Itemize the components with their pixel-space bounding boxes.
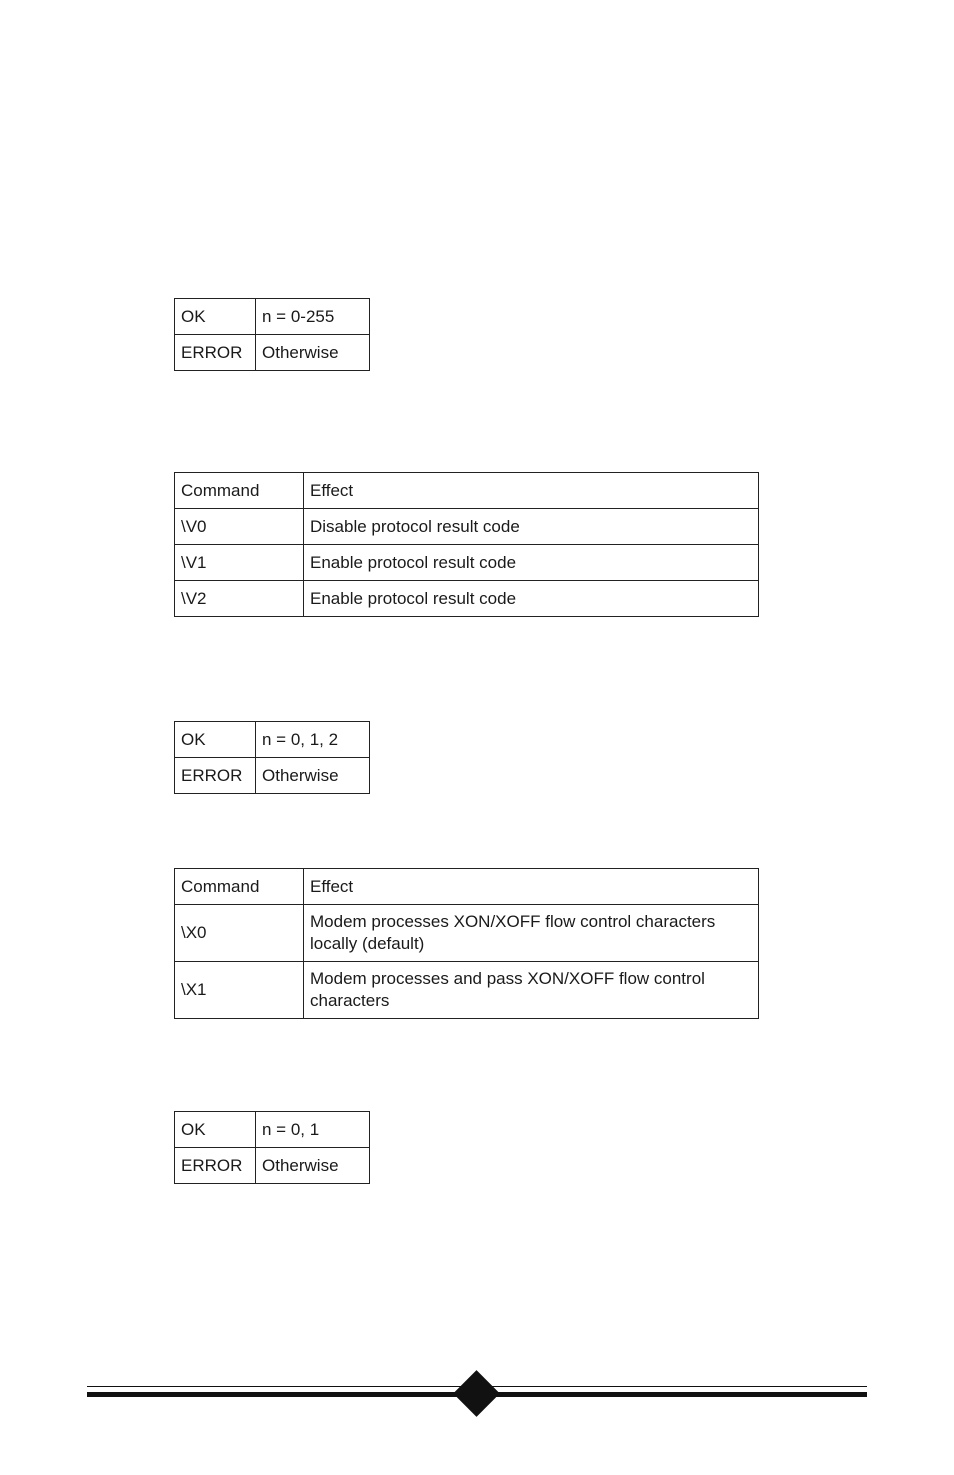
command-cell: \X0 [175,905,304,962]
table-row [175,299,370,335]
table-row [175,1148,370,1184]
column-header-command: Command [175,473,304,509]
table-row [175,581,759,617]
table-row [175,509,759,545]
result-code-cell: ERROR [175,1148,256,1184]
result-code-table-1 [174,298,370,371]
command-cell: \V2 [175,581,304,617]
effect-cell: Modem processes XON/XOFF flow control characters locally (default) [304,905,759,962]
result-condition-cell: n = 0-255 [256,299,370,335]
column-header-command: Command [175,869,304,905]
effect-cell: Enable protocol result code [304,581,759,617]
table-row [175,905,759,962]
result-condition-cell: Otherwise [256,1148,370,1184]
effect-cell: Disable protocol result code [304,509,759,545]
table-row [175,758,370,794]
table-row [175,722,370,758]
result-condition-cell: n = 0, 1 [256,1112,370,1148]
command-table-x [174,868,759,1019]
table-row [175,335,370,371]
table-row [175,962,759,1019]
effect-cell: Modem processes and pass XON/XOFF flow control characters [304,962,759,1019]
command-cell: \X1 [175,962,304,1019]
table-header-row [175,869,759,905]
table-header-row [175,473,759,509]
result-code-cell: OK [175,299,256,335]
effect-cell: Enable protocol result code [304,545,759,581]
result-code-table-3 [174,1111,370,1184]
result-code-table-2 [174,721,370,794]
command-cell: \V0 [175,509,304,545]
result-code-cell: ERROR [175,335,256,371]
footer-diamond-icon [453,1370,500,1417]
table-row [175,545,759,581]
result-code-cell: OK [175,722,256,758]
result-code-cell: OK [175,1112,256,1148]
result-condition-cell: n = 0, 1, 2 [256,722,370,758]
command-table-v [174,472,759,617]
result-condition-cell: Otherwise [256,758,370,794]
column-header-effect: Effect [304,869,759,905]
command-cell: \V1 [175,545,304,581]
column-header-effect: Effect [304,473,759,509]
result-code-cell: ERROR [175,758,256,794]
table-row [175,1112,370,1148]
result-condition-cell: Otherwise [256,335,370,371]
